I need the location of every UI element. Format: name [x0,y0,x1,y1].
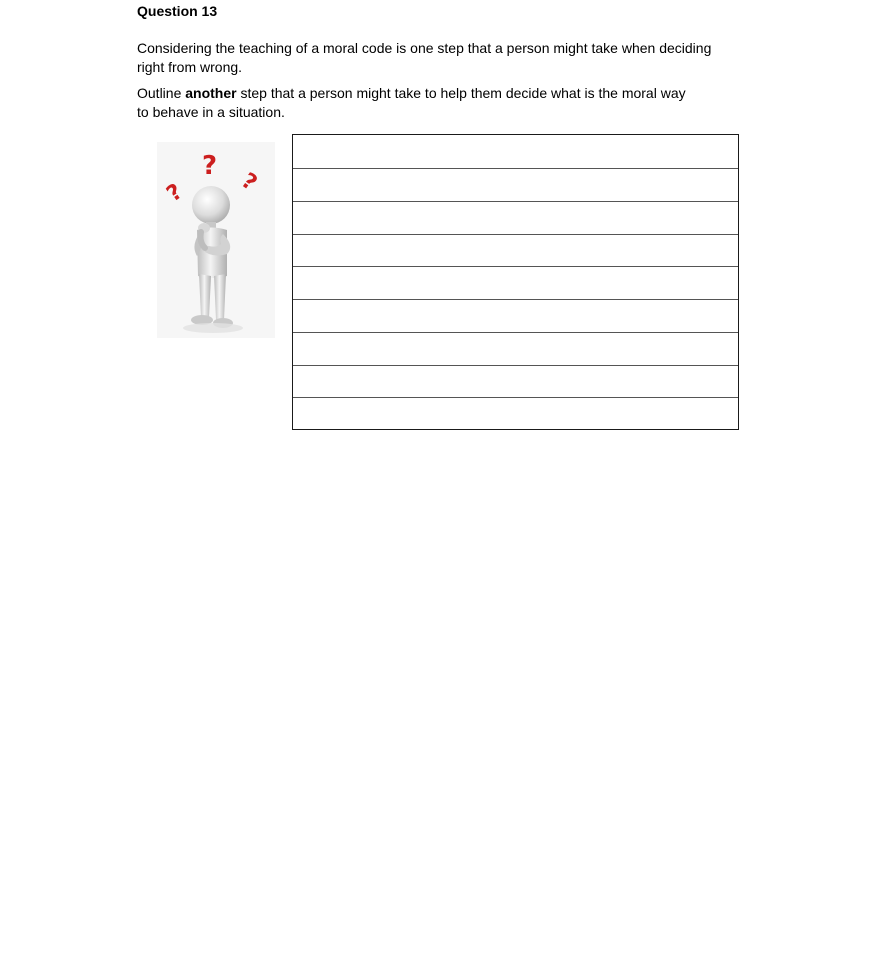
prompt-text-end: step that a person might take to help them decide what is the moral way [236,85,686,101]
answer-line [293,397,738,398]
answer-line [293,201,738,202]
prompt-text-start: Outline [137,85,186,101]
svg-text:?: ? [236,168,262,197]
context-line-1: Considering the teaching of a moral code is one step that a person might take when deciding [137,40,712,56]
answer-line [293,365,738,366]
answer-box[interactable] [292,134,739,430]
prompt-line-2: to behave in a situation. [137,104,285,120]
question-prompt [137,84,686,122]
answer-line [293,266,738,267]
context-line-2: right from wrong. [137,59,243,75]
answer-line [293,168,738,169]
thinking-person-icon [157,142,275,338]
question-title: Question 13 [137,3,218,19]
svg-text:?: ? [162,179,188,208]
svg-text:?: ? [202,151,218,181]
answer-line [293,234,738,235]
answer-line [293,332,738,333]
answer-line [293,299,738,300]
prompt-emphasis: another [185,85,237,101]
question-context [137,39,711,77]
prompt-line-1 [137,84,686,103]
